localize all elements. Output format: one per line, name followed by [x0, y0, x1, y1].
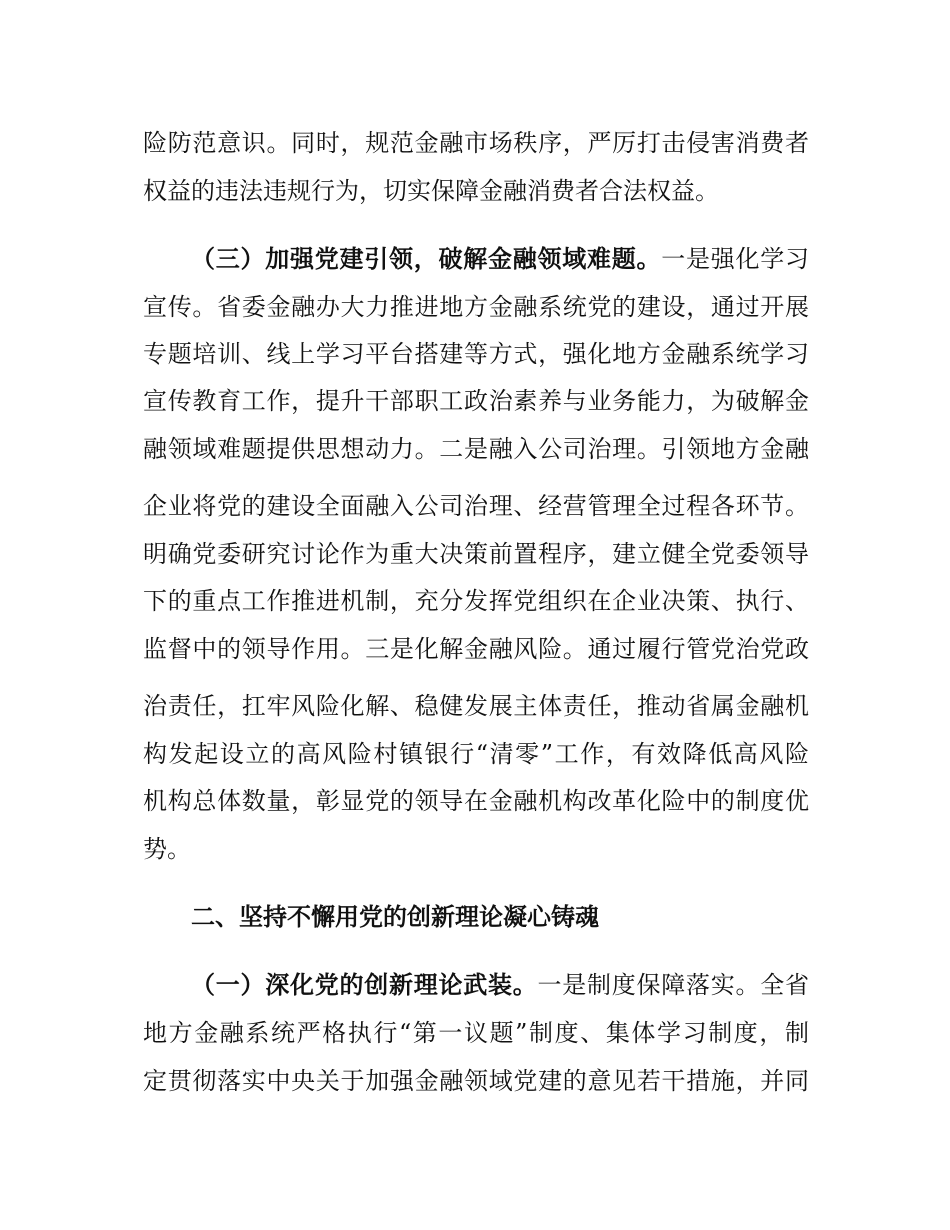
paragraph-line: 地方金融系统严格执行“第一议题”制度、集体学习制度，制	[143, 1019, 809, 1047]
paragraph-line: 治责任，扛牢风险化解、稳健发展主体责任，推动省属金融机	[143, 692, 809, 720]
paragraph-line: 监督中的领导作用。三是化解金融风险。通过履行管党治党政	[143, 635, 809, 663]
paragraph-line: 专题培训、线上学习平台搭建等方式，强化地方金融系统学习	[143, 340, 809, 368]
paragraph-line: 融领域难题提供思想动力。二是融入公司治理。引领地方金融	[143, 435, 809, 463]
paragraph-heading: （一）深化党的创新理论武装。	[191, 971, 538, 999]
paragraph-line: 宣传。省委金融办大力推进地方金融系统党的建设，通过开展	[143, 293, 809, 321]
paragraph-line: 险防范意识。同时，规范金融市场秩序，严厉打击侵害消费者	[143, 129, 809, 157]
paragraph-line: 定贯彻落实中央关于加强金融领域党建的意见若干措施，并同	[143, 1067, 809, 1095]
section-heading: 二、坚持不懈用党的创新理论凝心铸魂	[191, 903, 599, 931]
paragraph-text: 一是制度保障落实。全省	[537, 971, 809, 999]
paragraph-first-line	[191, 239, 809, 279]
paragraph-line: 势。	[143, 835, 191, 863]
paragraph-line: 机构总体数量，彰显党的领导在金融机构改革化险中的制度优	[143, 787, 809, 815]
paragraph-first-line	[191, 965, 809, 1005]
paragraph-text: 一是强化学习	[661, 245, 809, 273]
paragraph-line: 企业将党的建设全面融入公司治理、经营管理全过程各环节。	[143, 492, 809, 520]
paragraph-heading: （三）加强党建引领，破解金融领域难题。	[191, 245, 662, 273]
paragraph-line: 宣传教育工作，提升干部职工政治素养与业务能力，为破解金	[143, 387, 809, 415]
paragraph-line: 权益的违法违规行为，切实保障金融消费者合法权益。	[143, 177, 719, 205]
paragraph-line: 明确党委研究讨论作为重大决策前置程序，建立健全党委领导	[143, 540, 809, 568]
paragraph-line: 构发起设立的高风险村镇银行“清零”工作，有效降低高风险	[143, 740, 809, 768]
paragraph-line: 下的重点工作推进机制，充分发挥党组织在企业决策、执行、	[143, 587, 809, 615]
